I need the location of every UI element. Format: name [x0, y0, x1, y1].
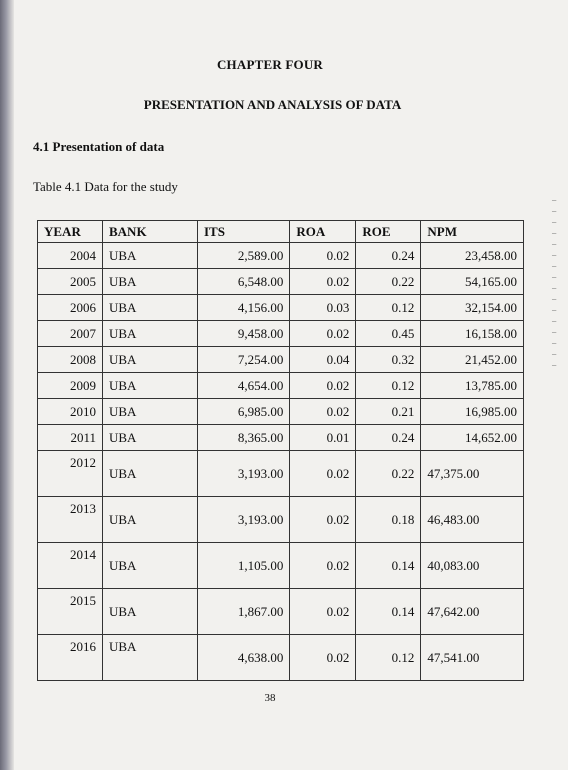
cell-roa: 0.02 [290, 635, 356, 681]
cell-npm: 32,154.00 [421, 295, 524, 321]
cell-year: 2006 [38, 295, 103, 321]
cell-roa: 0.02 [290, 543, 356, 589]
cell-bank: UBA [103, 425, 198, 451]
cell-npm: 16,158.00 [421, 321, 524, 347]
table-caption: Table 4.1 Data for the study [33, 179, 178, 194]
cell-year: 2010 [38, 399, 103, 425]
cell-npm: 13,785.00 [421, 373, 524, 399]
header-npm: NPM [421, 221, 524, 243]
cell-npm: 46,483.00 [421, 497, 524, 543]
cell-npm: 16,985.00 [421, 399, 524, 425]
cell-year: 2007 [38, 321, 103, 347]
table-row [38, 295, 524, 321]
cell-year: 2011 [38, 425, 103, 451]
cell-roa: 0.04 [290, 347, 356, 373]
cell-year: 2005 [38, 269, 103, 295]
cell-its: 6,548.00 [198, 269, 290, 295]
cell-its: 1,867.00 [198, 589, 290, 635]
cell-bank: UBA [103, 321, 198, 347]
cell-npm: 23,458.00 [421, 243, 524, 269]
cell-bank: UBA [103, 295, 198, 321]
cell-roe: 0.14 [356, 543, 421, 589]
table-row [38, 635, 524, 681]
cell-year: 2015 [38, 589, 103, 635]
table-row [38, 543, 524, 589]
header-roa: ROA [290, 221, 356, 243]
cell-year: 2009 [38, 373, 103, 399]
cell-roa: 0.02 [290, 321, 356, 347]
cell-roe: 0.32 [356, 347, 421, 373]
header-roe: ROE [356, 221, 421, 243]
cell-roe: 0.24 [356, 425, 421, 451]
cell-roe: 0.12 [356, 373, 421, 399]
cell-roa: 0.02 [290, 373, 356, 399]
cell-roe: 0.12 [356, 635, 421, 681]
cell-year: 2014 [38, 543, 103, 589]
cell-its: 2,589.00 [198, 243, 290, 269]
table-row [38, 347, 524, 373]
table-row [38, 399, 524, 425]
table-row [38, 589, 524, 635]
cell-roa: 0.02 [290, 497, 356, 543]
cell-year: 2008 [38, 347, 103, 373]
chapter-title: CHAPTER FOUR [216, 57, 324, 72]
cell-roa: 0.01 [290, 425, 356, 451]
cell-bank: UBA [103, 589, 198, 635]
cell-npm: 47,375.00 [421, 451, 524, 497]
page-number: 38 [264, 692, 276, 704]
cell-roe: 0.14 [356, 589, 421, 635]
cell-year: 2004 [38, 243, 103, 269]
cell-bank: UBA [103, 451, 198, 497]
cell-bank: UBA [103, 347, 198, 373]
cell-its: 6,985.00 [198, 399, 290, 425]
cell-its: 3,193.00 [198, 451, 290, 497]
cell-npm: 40,083.00 [421, 543, 524, 589]
table-row [38, 243, 524, 269]
cell-roe: 0.24 [356, 243, 421, 269]
cell-roe: 0.22 [356, 269, 421, 295]
cell-its: 3,193.00 [198, 497, 290, 543]
cell-bank: UBA [103, 373, 198, 399]
cell-roe: 0.45 [356, 321, 421, 347]
header-year: YEAR [38, 221, 103, 243]
header-bank: BANK [103, 221, 198, 243]
table-row [38, 321, 524, 347]
cell-roa: 0.02 [290, 269, 356, 295]
table-row [38, 269, 524, 295]
cell-roe: 0.18 [356, 497, 421, 543]
cell-npm: 54,165.00 [421, 269, 524, 295]
cell-its: 4,638.00 [198, 635, 290, 681]
cell-its: 1,105.00 [198, 543, 290, 589]
cell-its: 8,365.00 [198, 425, 290, 451]
cell-bank: UBA [103, 399, 198, 425]
cell-roa: 0.02 [290, 589, 356, 635]
section-heading: 4.1 Presentation of data [33, 139, 165, 154]
table-row [38, 451, 524, 497]
data-table [37, 220, 524, 681]
cell-bank: UBA [103, 635, 198, 681]
cell-roa: 0.02 [290, 451, 356, 497]
table-row [38, 497, 524, 543]
table-row [38, 425, 524, 451]
cell-roe: 0.22 [356, 451, 421, 497]
cell-year: 2013 [38, 497, 103, 543]
cell-its: 4,156.00 [198, 295, 290, 321]
cell-its: 4,654.00 [198, 373, 290, 399]
cell-bank: UBA [103, 497, 198, 543]
chapter-subtitle: PRESENTATION AND ANALYSIS OF DATA [143, 97, 402, 112]
cell-its: 9,458.00 [198, 321, 290, 347]
table-header-row [38, 221, 524, 243]
cell-roe: 0.21 [356, 399, 421, 425]
cell-npm: 47,642.00 [421, 589, 524, 635]
cell-year: 2016 [38, 635, 103, 681]
cell-bank: UBA [103, 543, 198, 589]
binding-shadow [0, 0, 14, 770]
adjacent-page-edge: ─ ─ ─ ─ ─ ─ ─ ─ ─ ─ ─ ─ ─ ─ ─ ─ [552, 197, 557, 370]
cell-npm: 47,541.00 [421, 635, 524, 681]
cell-roe: 0.12 [356, 295, 421, 321]
cell-npm: 14,652.00 [421, 425, 524, 451]
cell-roa: 0.03 [290, 295, 356, 321]
cell-bank: UBA [103, 243, 198, 269]
cell-roa: 0.02 [290, 399, 356, 425]
header-its: ITS [198, 221, 290, 243]
table-row [38, 373, 524, 399]
cell-npm: 21,452.00 [421, 347, 524, 373]
cell-its: 7,254.00 [198, 347, 290, 373]
table-body [38, 243, 524, 681]
cell-year: 2012 [38, 451, 103, 497]
cell-roa: 0.02 [290, 243, 356, 269]
cell-bank: UBA [103, 269, 198, 295]
